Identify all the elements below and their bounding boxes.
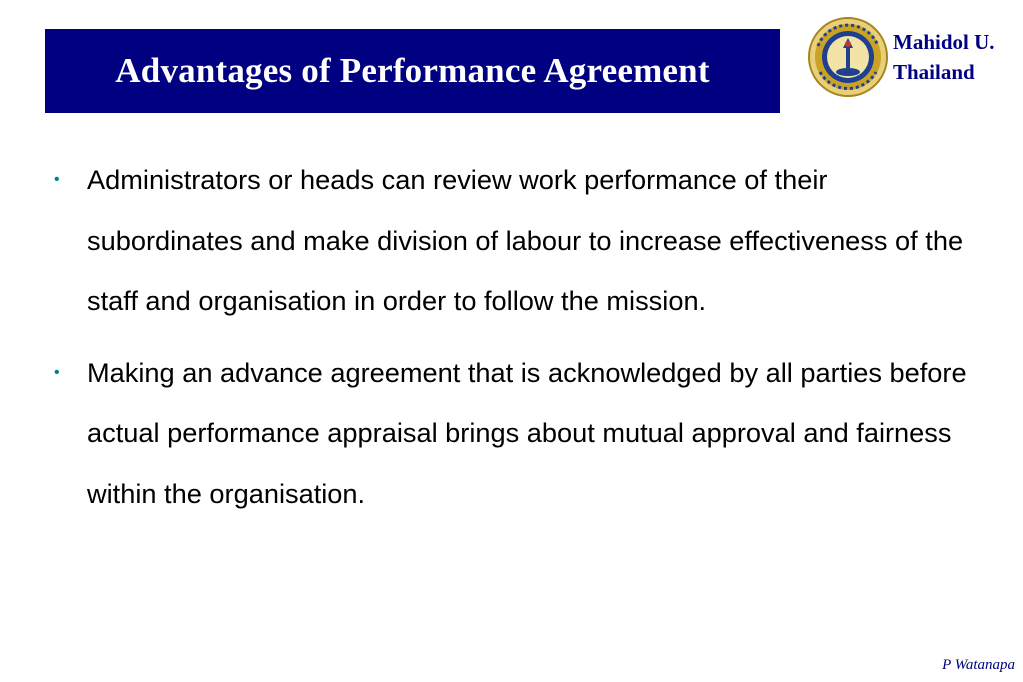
bullet-text-1: Administrators or heads can review work performance of their subordinates and make division of labour to increase effectiveness of the staff and organisation in order to follow the mission. <box>87 164 964 316</box>
bullet-list <box>52 150 982 535</box>
bullet-text-2: Making an advance agreement that is acknowledged by all parties before actual performance appraisal brings about mutual approval and fairness within the organisation. <box>87 356 967 509</box>
bullet-item-2 <box>52 343 982 525</box>
institution-line-2: Thailand <box>893 60 975 84</box>
title-bar <box>45 29 780 113</box>
slide-title: Advantages of Performance Agreement <box>115 51 710 90</box>
bullet-icon: • <box>54 171 60 188</box>
bullet-icon: • <box>54 363 60 381</box>
bullet-item-1 <box>52 150 982 332</box>
institution-name <box>893 27 995 87</box>
author-footer: P Watanapa <box>942 657 1015 673</box>
institution-line-1: Mahidol U. <box>893 30 995 54</box>
university-seal-icon <box>806 16 890 98</box>
